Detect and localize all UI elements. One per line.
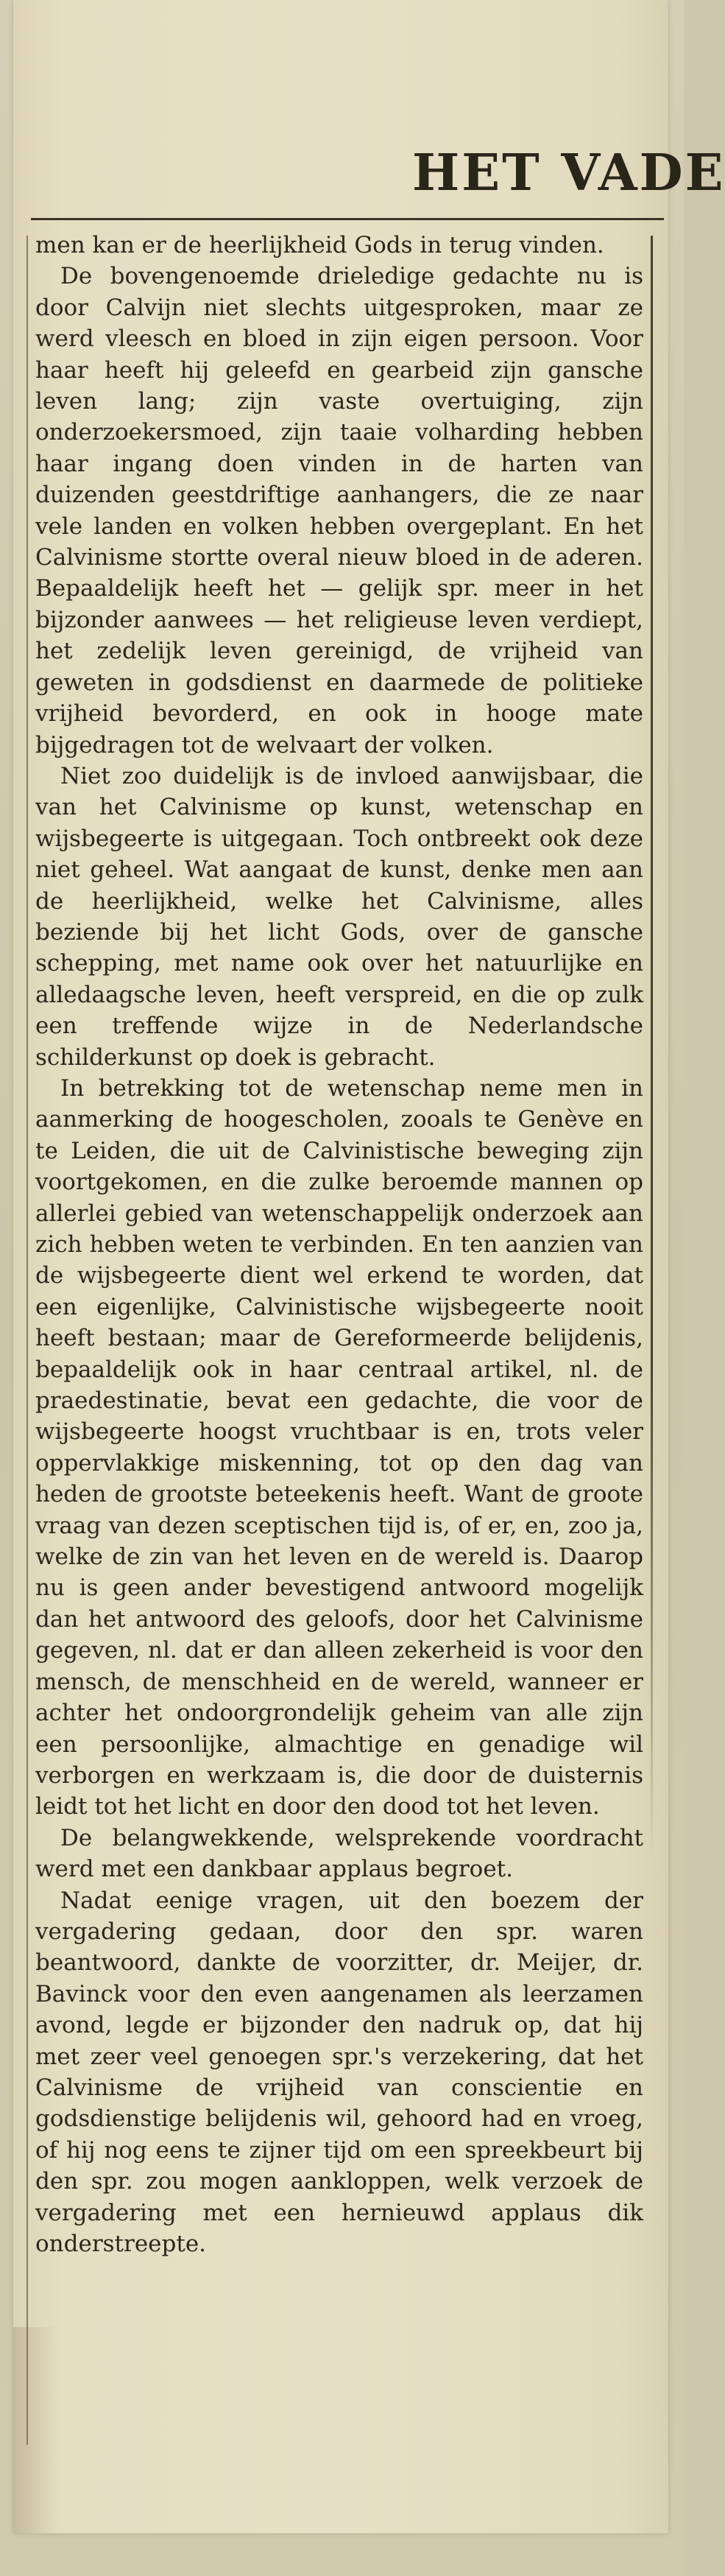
article-paragraph-5: De belangwekkende, welsprekende voordracht werd met een dankbaar applaus begroet.: [35, 1824, 643, 1883]
paper-fold-shadow: [13, 2327, 57, 2533]
article-paragraph-2: De bovengenoemde drieledige gedachte nu is door Calvijn niet slechts uitgesproken, maar ze werd vleesch en bloed in zijn eigen persoon. Voor haar heeft hij geleefd en gearbeid zijn gansche leven lang; zijn vaste overtuiging, zijn onderzoekersmoed, zijn taaie volharding hebben haar ingang doen vinden in de harten van duizenden geestdriftige aanhangers, die ze naar vele landen en volken hebben overgeplant. En het Calvinisme stortte overal nieuw bloed in de aderen. Bepaaldelijk heeft het — gelijk spr. meer in het bijzonder aanwees — het religieuse leven verdiept, het zedelijk leven gereinigd, de vrijheid van geweten in godsdienst en daarmede de politieke vrijheid bevorderd, en ook in hooge mate bijgedragen tot de welvaart der volken.: [35, 263, 643, 759]
article-body: [35, 230, 643, 2259]
article-paragraph-3: Niet zoo duidelijk is de invloed aanwijsbaar, die van het Calvinisme op kunst, wetenschap en wijsbegeerte is uitgegaan. Toch ontbreekt ook deze niet geheel. Wat aangaat de kunst, denke men aan de heerlijkheid, welke het Calvinisme, alles beziende bij het licht Gods, over de gansche schepping, met name ook over het natuurlijke en alledaagsche leven, heeft verspreid, en die op zulk een treffende wijze in de Nederlandsche schilderkunst op doek is gebracht.: [35, 762, 643, 1071]
newspaper-masthead: HET VADE: [412, 144, 725, 203]
column-rule: [651, 236, 653, 1856]
masthead-rule: [31, 218, 664, 220]
article-paragraph-6: Nadat eenige vragen, uit den boezem der vergadering gedaan, door den spr. waren beantwoord, dankte de voorzitter, dr. Meijer, dr. Bavinck voor den even aangenamen als leerzamen avond, legde er bijzonder den nadruk op, dat hij met zeer veel genoegen spr.'s verzekering, dat het Calvinisme de vrijheid van conscientie en godsdienstige belijdenis wil, gehoord had en vroeg, of hij nog eens te zijner tijd om een spreekbeurt bij den spr. zou mogen aankloppen, welk verzoek de vergadering met een hernieuwd applaus dik onderstreepte.: [35, 1887, 643, 2257]
article-paragraph-1: men kan er de heerlijkheid Gods in terug vinden.: [35, 232, 604, 258]
column-left-edge: [26, 236, 28, 2445]
article-paragraph-4: In betrekking tot de wetenschap neme men in aanmerking de hoogescholen, zooals te Genève en te Leiden, die uit de Calvinistische beweging zijn voortgekomen, en die zulke beroemde mannen op allerlei gebied van wetenschappelijk onderzoek aan zich hebben weten te verbinden. En ten aanzien van de wijsbegeerte dient wel erkend te worden, dat een eigenlijke, Calvinistische wijsbegeerte nooit heeft bestaan; maar de Gereformeerde belijdenis, bepaaldelijk ook in haar centraal artikel, nl. de praedestinatie, bevat een gedachte, die voor de wijsbegeerte hoogst vruchtbaar is en, trots veler oppervlakkige miskenning, tot op den dag van heden de grootste beteekenis heeft. Want de groote vraag van dezen sceptischen tijd is, of er, en, zoo ja, welke de zin van het leven en de wereld is. Daarop nu is geen ander bevestigend antwoord mogelijk dan het antwoord des geloofs, door het Calvinisme gegeven, nl. dat er dan alleen zekerheid is voor den mensch, de menschheid en de wereld, wanneer er achter het ondoorgrondelijk geheim van alle zijn een persoonlijke, almachtige en genadige wil verborgen en werkzaam is, die door de duisternis leidt tot het licht en door den dood tot het leven.: [35, 1074, 643, 1820]
